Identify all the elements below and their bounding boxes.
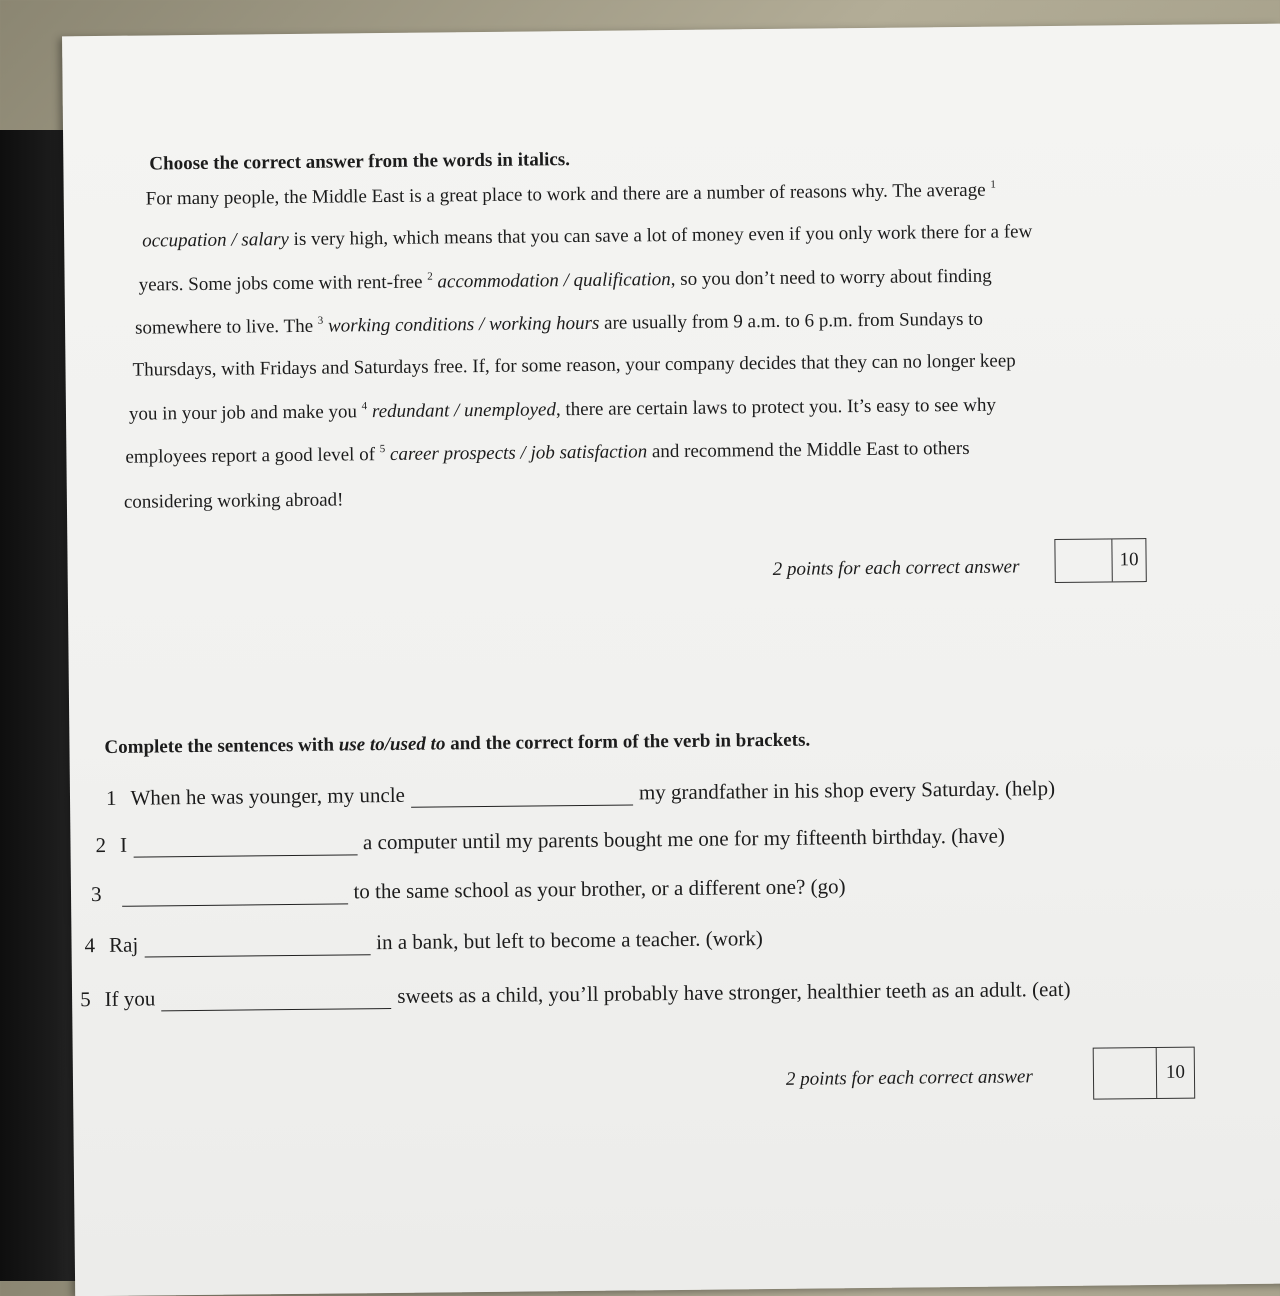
- gap-number: 2: [427, 270, 433, 283]
- exercise2-score-box: [1093, 1047, 1196, 1100]
- sentence-item: [80, 977, 1071, 1012]
- sentence-end: sweets as a child, you’ll probably have stronger, healthier teeth as an adult. (eat): [397, 976, 1071, 1008]
- text-run: For many people, the Middle East is a great place to work and there are a number of reasons why. The average: [145, 179, 991, 210]
- italic-options: occupation / salary: [142, 229, 289, 252]
- italic-options: use to/used to: [338, 733, 446, 756]
- sentence-end: a computer until my parents bought me one for my fifteenth birthday. (have): [362, 823, 1005, 855]
- text-run: years. Some jobs come with rent-free: [138, 271, 428, 296]
- italic-options: career prospects / job satisfaction: [385, 441, 648, 466]
- text-run: , so you don’t need to worry about finding: [670, 265, 992, 291]
- exercise1-score-total: 10: [1119, 549, 1139, 571]
- passage-line: [146, 179, 996, 211]
- gap-number: 5: [379, 443, 386, 456]
- exercise1-instruction: Choose the correct answer from the words in italics.: [149, 149, 571, 175]
- passage-line: [135, 308, 983, 340]
- exercise2-score-total: 10: [1165, 1061, 1186, 1083]
- text-run: Complete the sentences with: [104, 734, 339, 758]
- exercise1-points-label: 2 points for each correct answer: [772, 556, 1020, 580]
- sentence-start: When he was younger, my uncle: [130, 782, 406, 810]
- sentence-start: Raj: [108, 932, 139, 957]
- text-run: you in your job and make you: [128, 401, 362, 425]
- text-run: and the correct form of the verb in brackets.: [445, 729, 811, 755]
- text-run: , there are certain laws to protect you. It’s easy to see why: [555, 394, 997, 421]
- exercise2-points-label: 2 points for each correct answer: [785, 1066, 1033, 1090]
- text-run: somewhere to live. The: [134, 315, 318, 339]
- sentence-end: in a bank, but left to become a teacher. (work): [376, 926, 763, 955]
- sentence-end: my grandfather in his shop every Saturday. (help): [638, 776, 1056, 805]
- sentence-start: If you: [104, 986, 156, 1011]
- italic-options: redundant / unemployed: [367, 399, 557, 423]
- sentence-item: [106, 776, 1055, 811]
- answer-blank[interactable]: [144, 953, 370, 957]
- sentence-item: [91, 874, 846, 907]
- exercise1-score-input[interactable]: [1055, 539, 1112, 582]
- item-number: 3: [90, 882, 102, 907]
- item-number: 2: [95, 832, 107, 858]
- exercise2-score-input[interactable]: [1094, 1048, 1158, 1099]
- passage-line: [129, 394, 996, 426]
- text-run: and recommend the Middle East to others: [647, 437, 970, 463]
- passage-line: [139, 265, 992, 297]
- text-run: Thursdays, with Fridays and Saturdays free. If, for some reason, your company decides that they can no longer keep: [132, 350, 1016, 381]
- sentence-item: [95, 824, 1005, 859]
- item-number: 1: [105, 785, 117, 810]
- answer-blank[interactable]: [411, 803, 633, 807]
- answer-blank[interactable]: [133, 853, 357, 857]
- sentence-start: I: [119, 832, 128, 857]
- text-run: employees report a good level of: [125, 444, 380, 468]
- passage-line: [124, 489, 344, 513]
- sentence-item: [84, 926, 762, 958]
- sentence-end: to the same school as your brother, or a different one? (go): [353, 874, 846, 904]
- passage-line: [132, 350, 1015, 381]
- italic-options: accommodation / qualification: [432, 269, 671, 293]
- answer-blank[interactable]: [161, 1007, 391, 1011]
- text-run: are usually from 9 a.m. to 6 p.m. from Sundays to: [599, 308, 984, 334]
- item-number: 5: [79, 987, 91, 1012]
- exercise2-instruction: [104, 730, 810, 759]
- passage-line: [142, 221, 1032, 252]
- exercise1-score-box: [1054, 538, 1146, 583]
- gap-number: 4: [361, 400, 368, 413]
- worksheet-page: [62, 24, 1280, 1296]
- answer-blank[interactable]: [122, 902, 348, 906]
- passage-line: [125, 437, 969, 469]
- text-run: is very high, which means that you can save a lot of money even if you only work there for a few: [288, 221, 1033, 251]
- gap-number: 1: [990, 178, 996, 191]
- item-number: 4: [84, 933, 96, 958]
- gap-number: 3: [317, 314, 324, 327]
- italic-options: working conditions / working hours: [323, 312, 600, 337]
- text-run: considering working abroad!: [123, 489, 344, 513]
